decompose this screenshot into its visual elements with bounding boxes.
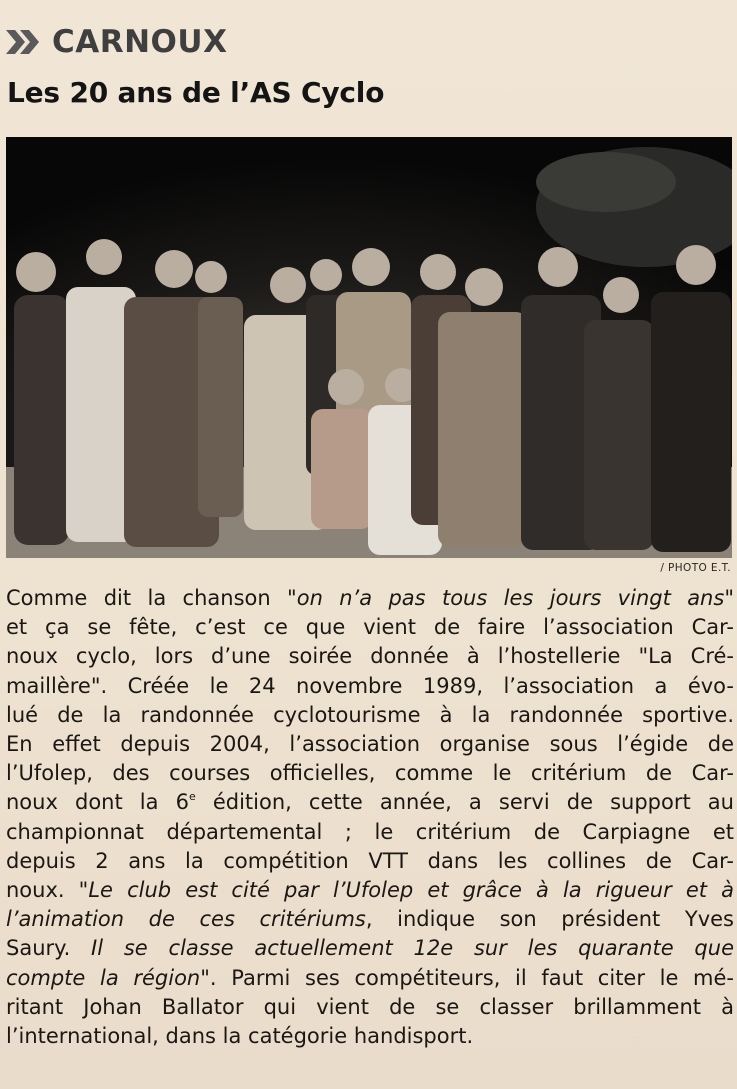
group-photo	[6, 137, 732, 558]
article-line: championnat départemental ; le critérium de Carpiagne et	[6, 819, 734, 844]
article-line: et ça se fête, c’est ce que vient de faire l’association Car-	[6, 615, 734, 640]
photo-credit: / PHOTO E.T.	[660, 562, 731, 574]
section-name: CARNOUX	[52, 24, 228, 60]
article-line: noux. "Le club est cité par l’Ufolep et grâce à la rigueur et à	[6, 878, 734, 903]
group-photo-illustration	[6, 137, 732, 558]
article-line: Comme dit la chanson "on n’a pas tous les jours vingt ans"	[6, 586, 734, 610]
article-line: Saury. Il se classe actuellement 12e sur les quarante que	[6, 936, 734, 961]
article-line: maillère". Créée le 24 novembre 1989, l’association a évo-	[6, 673, 734, 698]
article-body	[6, 584, 734, 1051]
article-line: compte la région". Parmi ses compétiteurs, il faut citer le mé-	[6, 965, 735, 990]
article-line: ritant Johan Ballator qui vient de se classer brillamment à	[6, 994, 734, 1019]
article-line: l’international, dans la catégorie handisport.	[6, 1024, 474, 1049]
article-line: lué de la randonnée cyclotourisme à la randonnée sportive.	[6, 702, 734, 727]
double-chevron-right-icon	[6, 27, 42, 57]
article-line: depuis 2 ans la compétition VTT dans les collines de Car-	[6, 848, 734, 873]
headline: Les 20 ans de l’AS Cyclo	[7, 76, 385, 109]
article-line: l’animation de ces critériums, indique son président Yves	[6, 907, 734, 932]
article-line: En effet depuis 2004, l’association organise sous l’égide de	[6, 732, 734, 757]
article-line: noux cyclo, lors d’une soirée donnée à l’hostellerie "La Cré-	[6, 644, 734, 669]
article-line: l’Ufolep, des courses officielles, comme le critérium de Car-	[6, 761, 734, 786]
section-kicker	[6, 22, 227, 62]
article-line: noux dont la 6e édition, cette année, a servi de support au	[6, 790, 734, 815]
